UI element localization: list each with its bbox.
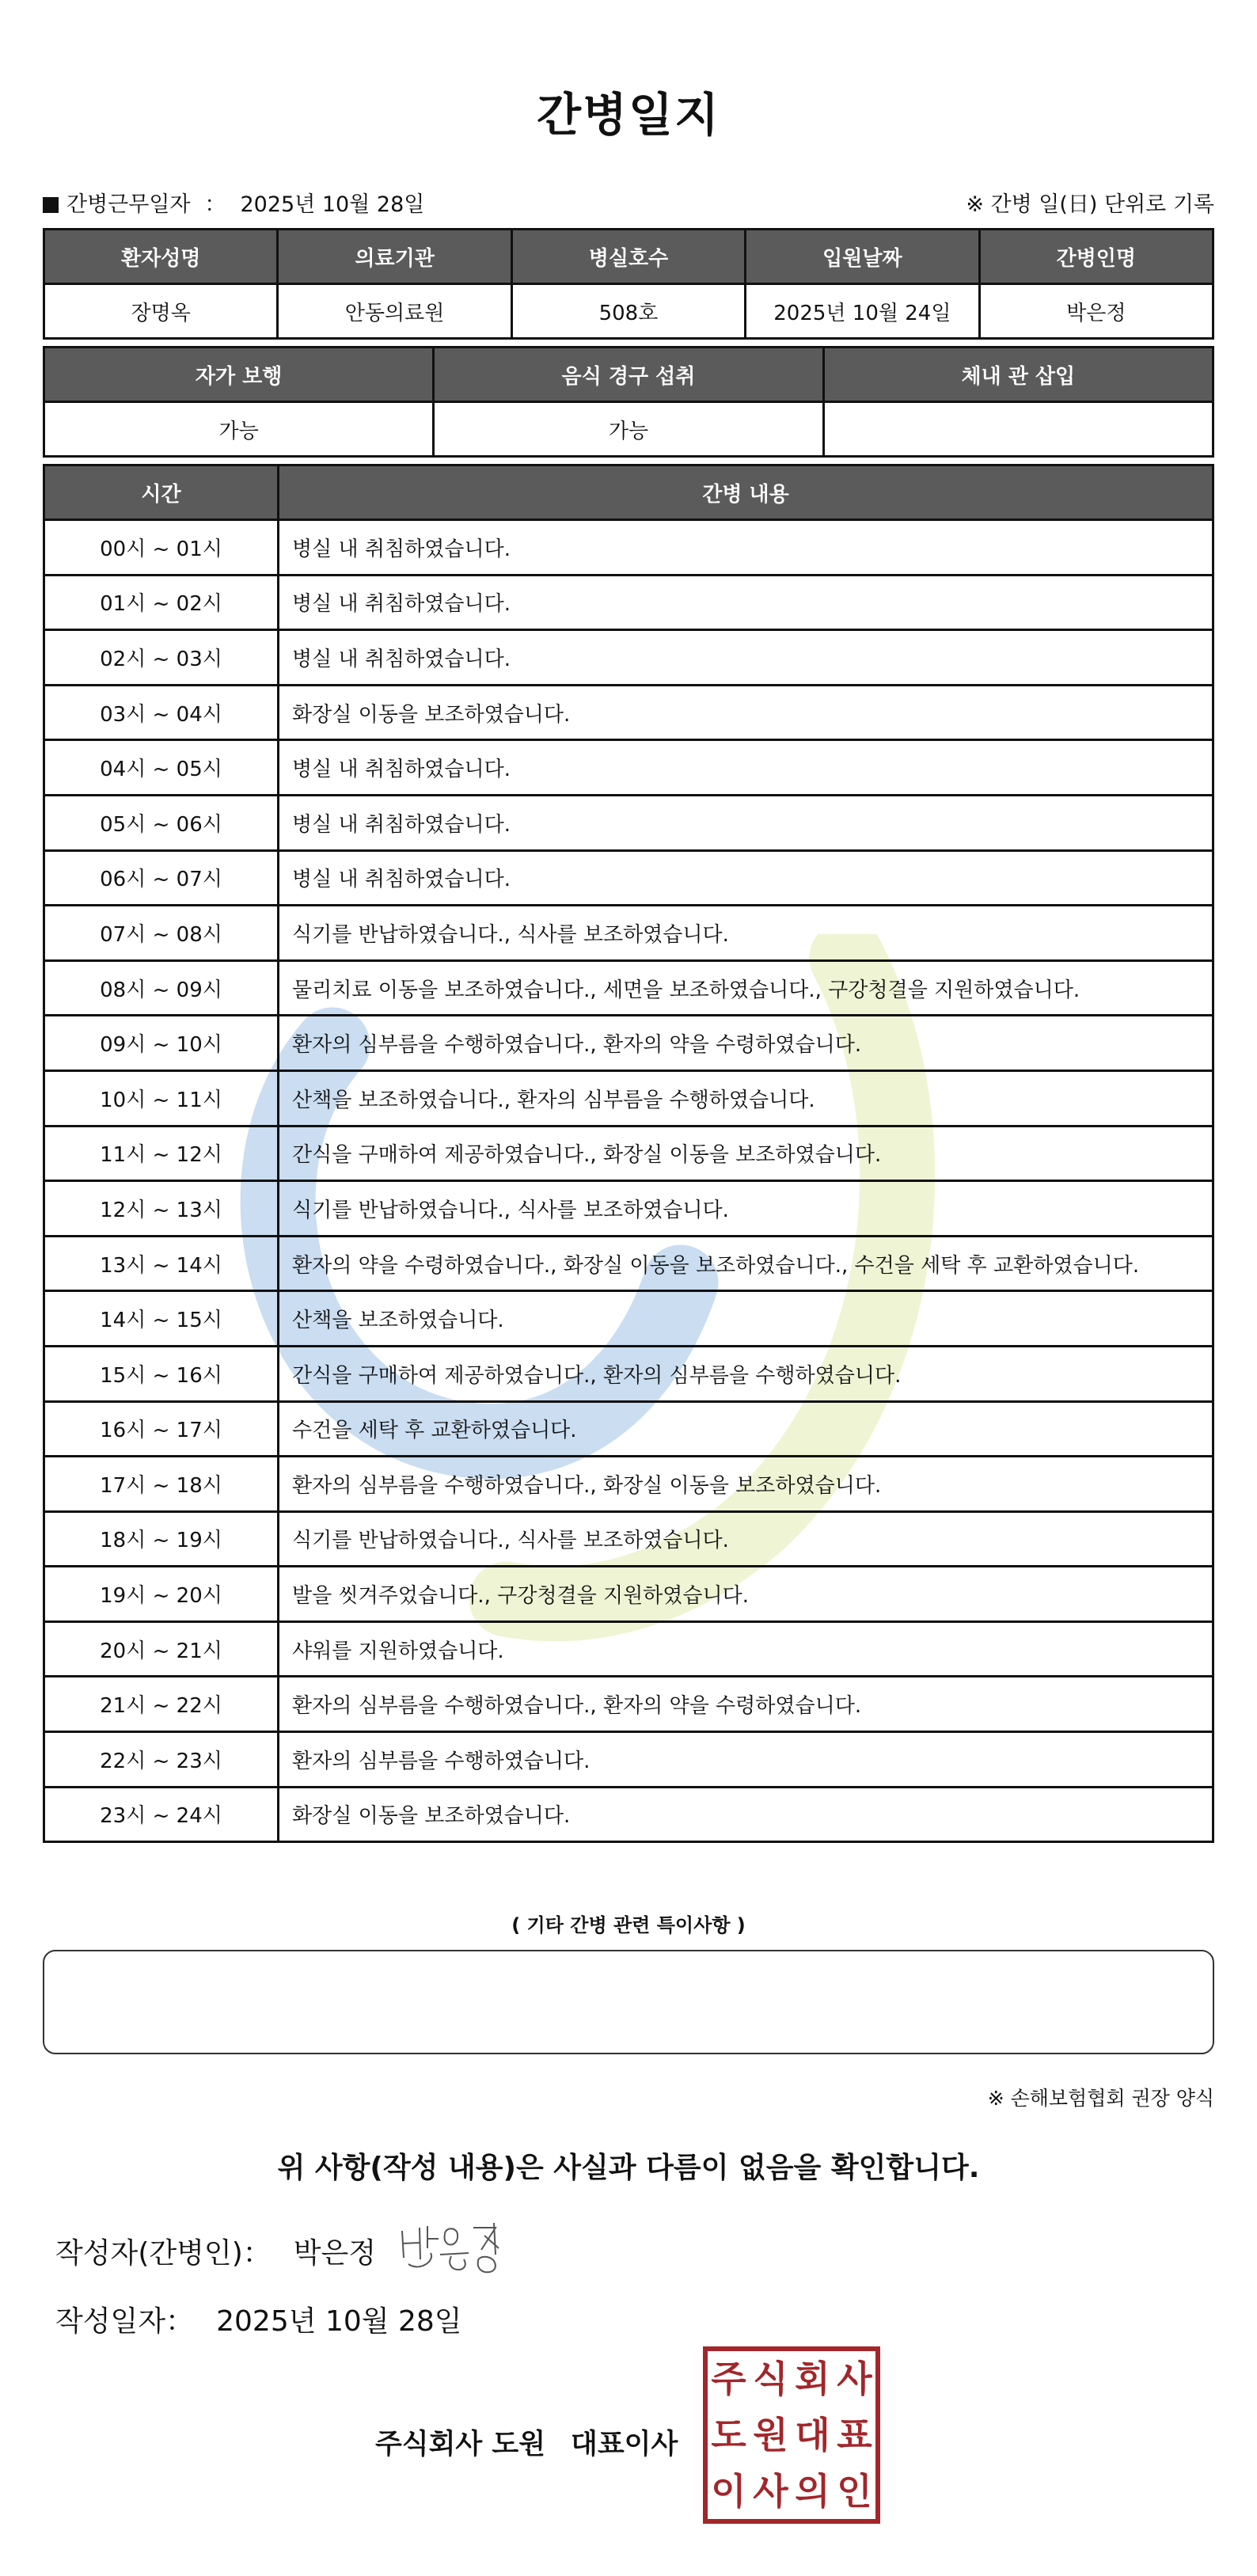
care-content-cell: 물리치료 이동을 보조하였습니다., 세면을 보조하였습니다., 구강청결을 지원하였습니다.	[279, 960, 1213, 1016]
company-name: 주식회사 도원	[375, 2429, 546, 2460]
header-room-number: 병실호수	[511, 230, 745, 284]
table-row	[44, 1621, 1213, 1677]
header-tube-insertion: 체내 관 삽입	[823, 348, 1213, 402]
oral-intake-value: 가능	[434, 402, 823, 457]
time-cell: 18시 ~ 19시	[44, 1511, 279, 1567]
care-content-cell: 환자의 심부름을 수행하였습니다.	[279, 1732, 1213, 1788]
care-log-table	[43, 464, 1214, 1843]
header-oral-intake: 음식 경구 섭취	[434, 348, 823, 402]
header-time: 시간	[44, 465, 279, 520]
page-title: 간병일지	[536, 88, 721, 142]
caregiver-name: 박은정	[979, 284, 1213, 339]
time-cell: 21시 ~ 22시	[44, 1677, 279, 1732]
care-content-cell: 산책을 보조하였습니다., 환자의 심부름을 수행하였습니다.	[279, 1070, 1213, 1126]
header-admission-date: 입원날짜	[746, 230, 979, 284]
time-cell: 11시 ~ 12시	[44, 1126, 279, 1181]
care-content-cell: 수건을 세탁 후 교환하였습니다.	[279, 1401, 1213, 1457]
table-row	[44, 960, 1213, 1016]
table-row	[44, 850, 1213, 906]
time-cell: 13시 ~ 14시	[44, 1236, 279, 1291]
patient-name: 장명옥	[44, 284, 278, 339]
writer-line	[55, 2231, 376, 2271]
time-cell: 23시 ~ 24시	[44, 1787, 279, 1842]
care-content-cell: 환자의 심부름을 수행하였습니다., 환자의 약을 수령하였습니다.	[279, 1677, 1213, 1732]
table-row	[44, 1236, 1213, 1291]
seal-character: 인	[837, 2469, 872, 2513]
time-cell: 20시 ~ 21시	[44, 1621, 279, 1677]
header-care-content: 간병 내용	[279, 465, 1213, 520]
care-content-cell: 샤워를 지원하였습니다.	[279, 1621, 1213, 1677]
table-row	[44, 1291, 1213, 1347]
writer-label: 작성자(간병인)：	[55, 2237, 272, 2270]
care-content-cell: 병실 내 취침하였습니다.	[279, 795, 1213, 850]
written-date-value: 2025년 10월 28일	[216, 2305, 462, 2338]
time-cell: 00시 ~ 01시	[44, 520, 279, 576]
time-cell: 01시 ~ 02시	[44, 575, 279, 630]
care-content-cell: 화장실 이동을 보조하였습니다.	[279, 685, 1213, 740]
handwritten-signature-icon	[396, 2217, 507, 2280]
seal-character: 표	[837, 2413, 872, 2456]
admission-date: 2025년 10월 24일	[746, 284, 979, 339]
time-cell: 03시 ~ 04시	[44, 685, 279, 740]
room-number: 508호	[511, 284, 745, 339]
square-bullet-icon	[43, 197, 59, 213]
seal-character: 사	[837, 2358, 872, 2401]
self-walking-value: 가능	[44, 402, 434, 457]
time-cell: 08시 ~ 09시	[44, 960, 279, 1016]
table-row	[44, 1732, 1213, 1788]
seal-character: 회	[795, 2358, 830, 2401]
care-content-cell: 환자의 약을 수령하였습니다., 화장실 이동을 보조하였습니다., 수건을 세탁 후 교환하였습니다.	[279, 1236, 1213, 1291]
record-unit-note: ※ 간병 일(日) 단위로 기록	[966, 192, 1214, 217]
time-cell: 17시 ~ 18시	[44, 1457, 279, 1512]
table-row	[44, 1070, 1213, 1126]
table-row	[44, 1511, 1213, 1567]
care-content-cell: 간식을 구매하여 제공하였습니다., 환자의 심부름을 수행하였습니다.	[279, 1346, 1213, 1401]
care-content-cell: 식기를 반납하였습니다., 식사를 보조하였습니다.	[279, 1511, 1213, 1567]
care-content-cell: 산책을 보조하였습니다.	[279, 1291, 1213, 1347]
time-cell: 04시 ~ 05시	[44, 740, 279, 796]
work-date-colon: ：	[204, 192, 226, 217]
seal-character: 의	[795, 2469, 830, 2513]
seal-character: 주	[711, 2358, 746, 2401]
confirmation-statement: 위 사항(작성 내용)은 사실과 다름이 없음을 확인합니다.	[277, 2152, 980, 2184]
care-content-cell: 환자의 심부름을 수행하였습니다., 화장실 이동을 보조하였습니다.	[279, 1457, 1213, 1512]
source-note: ※ 손해보험협회 권장 양식	[987, 2087, 1214, 2110]
written-date-label: 작성일자：	[55, 2305, 195, 2338]
work-date-value: 2025년 10월 28일	[240, 192, 425, 217]
header-self-walking: 자가 보행	[44, 348, 434, 402]
table-row	[44, 520, 1213, 576]
care-content-cell: 식기를 반납하였습니다., 식사를 보조하였습니다.	[279, 906, 1213, 961]
table-row	[44, 740, 1213, 796]
time-cell: 09시 ~ 10시	[44, 1016, 279, 1071]
seal-character: 원	[753, 2413, 788, 2456]
header-patient-name: 환자성명	[44, 230, 278, 284]
patient-status-table	[43, 346, 1214, 458]
header-caregiver-name: 간병인명	[979, 230, 1213, 284]
patient-info-table	[43, 228, 1214, 340]
time-cell: 16시 ~ 17시	[44, 1401, 279, 1457]
special-notes-title: ( 기타 간병 관련 특이사항 )	[511, 1914, 746, 1936]
company-seal-stamp-icon	[703, 2346, 880, 2524]
table-row	[44, 575, 1213, 630]
time-cell: 12시 ~ 13시	[44, 1181, 279, 1237]
table-row	[44, 1457, 1213, 1512]
time-cell: 10시 ~ 11시	[44, 1070, 279, 1126]
time-cell: 19시 ~ 20시	[44, 1567, 279, 1622]
table-row	[44, 685, 1213, 740]
seal-character: 식	[753, 2358, 788, 2401]
writer-name: 박은정	[293, 2237, 377, 2270]
tube-insertion-value	[823, 402, 1213, 457]
header-hospital: 의료기관	[278, 230, 511, 284]
special-notes-box	[43, 1950, 1214, 2054]
work-date-label: 간병근무일자	[66, 192, 191, 217]
care-content-cell: 환자의 심부름을 수행하였습니다., 환자의 약을 수령하였습니다.	[279, 1016, 1213, 1071]
seal-character: 이	[711, 2469, 746, 2513]
care-content-cell: 병실 내 취침하였습니다.	[279, 850, 1213, 906]
time-cell: 06시 ~ 07시	[44, 850, 279, 906]
work-date-line	[43, 187, 424, 218]
written-date-line	[55, 2299, 462, 2339]
time-cell: 22시 ~ 23시	[44, 1732, 279, 1788]
care-content-cell: 병실 내 취침하였습니다.	[279, 520, 1213, 576]
company-title: 대표이사	[571, 2429, 678, 2460]
time-cell: 07시 ~ 08시	[44, 906, 279, 961]
table-row	[44, 1401, 1213, 1457]
table-row	[44, 1787, 1213, 1842]
time-cell: 02시 ~ 03시	[44, 630, 279, 686]
time-cell: 14시 ~ 15시	[44, 1291, 279, 1347]
care-content-cell: 식기를 반납하였습니다., 식사를 보조하였습니다.	[279, 1181, 1213, 1237]
table-row	[44, 1126, 1213, 1181]
table-row	[44, 795, 1213, 850]
time-cell: 15시 ~ 16시	[44, 1346, 279, 1401]
table-row	[44, 906, 1213, 961]
table-row	[44, 1567, 1213, 1622]
seal-character: 도	[711, 2413, 746, 2456]
company-line	[375, 2422, 678, 2462]
hospital-name: 안동의료원	[278, 284, 511, 339]
seal-character: 사	[753, 2469, 788, 2513]
care-content-cell: 발을 씻겨주었습니다., 구강청결을 지원하였습니다.	[279, 1567, 1213, 1622]
table-row	[44, 1181, 1213, 1237]
care-content-cell: 병실 내 취침하였습니다.	[279, 740, 1213, 796]
time-cell: 05시 ~ 06시	[44, 795, 279, 850]
care-content-cell: 병실 내 취침하였습니다.	[279, 630, 1213, 686]
table-row	[44, 1346, 1213, 1401]
care-content-cell: 병실 내 취침하였습니다.	[279, 575, 1213, 630]
care-content-cell: 간식을 구매하여 제공하였습니다., 화장실 이동을 보조하였습니다.	[279, 1126, 1213, 1181]
table-row	[44, 630, 1213, 686]
table-row	[44, 1677, 1213, 1732]
care-content-cell: 화장실 이동을 보조하였습니다.	[279, 1787, 1213, 1842]
table-row	[44, 1016, 1213, 1071]
seal-character: 대	[795, 2413, 830, 2456]
